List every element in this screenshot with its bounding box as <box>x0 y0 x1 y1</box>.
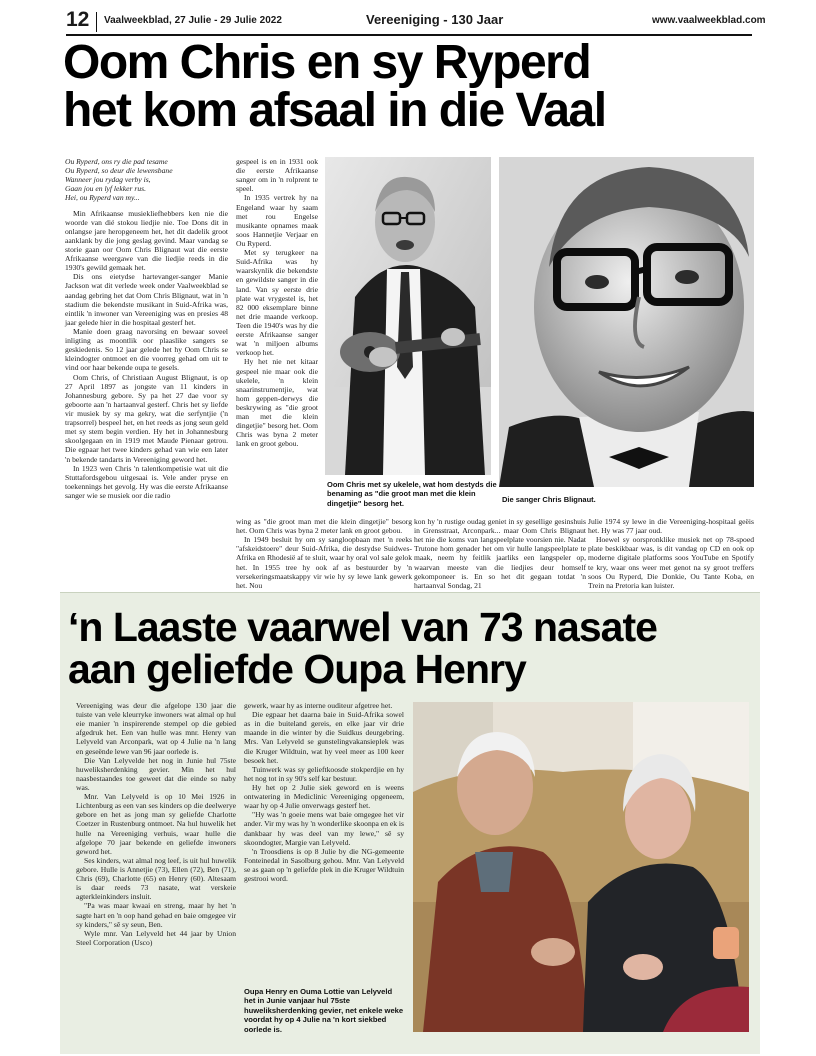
paragraph: Julie 1974 sy lewe in die Vereeniging-hospitaal geëis het. Hy was 77 jaar oud. <box>588 517 754 536</box>
article1-headline-line1: Oom Chris en sy Ryperd <box>63 36 591 89</box>
paragraph: Met sy terugkeer na Suid-Afrika was hy waarskynlik die bekendste en gewildste sanger in die land. Van sy eerste drie plate wat vrygestel is, het 82 000 eksemplare binne net drie maande verkoop. Teen die 1940's was hy die eerste Afrikaanse sanger wat 'n miljoen albums verkoop het. <box>236 248 318 358</box>
lyric-line: Ou Ryperd, ons ry die pad tesame <box>65 157 168 166</box>
website-link[interactable]: www.vaalweekblad.com <box>652 15 766 26</box>
paragraph: Manie doen graag navorsing en bewaar soveel inligting as moontlik oor plaaslike sangers se geskiedenis. So 12 jaar gelede het hy Oom Chris se kleindogter ontmoet en die voorreg gehad om uit te vind oor haar bekende oupa te gesels. <box>65 326 228 373</box>
article2-column-1 <box>76 701 236 947</box>
paragraph: Dis ons eietydse hartevanger-sanger Manie Jackson wat dit verlede week onder Vaalweekblad se aandag gebring het dat Oom Chris Blignaut, wat in 'n stadium die bekendste musikant in Suid-Afrika was, eintlik 'n inwoner van Vereeniging was en presies 48 jaar gelede hier in die hospitaal gesterf het. <box>65 272 228 327</box>
paragraph: In 1935 vertrek hy na Engeland waar hy saam met rou Engelse musikante opnames maak soos Hannetjie Verjaar en Ou Ryperd. <box>236 193 318 248</box>
paragraph: Wyle mnr. Van Lelyveld het 44 jaar by Union Steel Corporation (Usco) <box>76 928 236 947</box>
article2-headline-line1: ‘n Laaste vaarwel van 73 nasate <box>68 604 657 650</box>
lyric-line: Wanneer jou rydag verby is, <box>65 175 151 185</box>
paragraph: Vereeniging was deur die afgelope 130 jaar die tuiste van vele kleurryke inwoners wat almal op hul eie manier 'n inspirerende stempel op die gebied afgedruk het. Een van hulle was mnr. Henry van Lelyveld van Arconpark, wat op 4 Julie na 'n lang en geseënde lewe van 96 jaar oorlede is. <box>76 701 236 756</box>
lyric-line: Gaan jou en lyf lekker rus. <box>65 184 146 194</box>
article1-column-4 <box>414 517 586 590</box>
article1-column-5 <box>588 517 754 590</box>
song-lyrics <box>65 157 228 203</box>
paragraph: Hy het nie net kitaar gespeel nie maar ook die ukelele, 'n klein snaarinstrumentjie, wat hom geppen-derwys die beskrywing as "die groot man met die klein dingetjie" besorg het. Oom Chris was byna 2 meter lank en groot gebou. <box>236 357 318 449</box>
paragraph: "Pa was maar kwaai en streng, maar hy het 'n sagte hart en 'n oop hand gehad en baie omgegee vir sy kinders," sê sy seun, Ben. <box>76 901 236 929</box>
paragraph: Mnr. Van Lelyveld is op 10 Mei 1926 in Lichtenburg as een van ses kinders op die deelwerye gebore en het as jong man sy geliefde Charlotte Coetzer in Rustenburg ontmoet. Na hul huwelik het hulle na Vereeniging verhuis, waar hulle die afgelope 70 jaar bekende en geliefde inwoners geword het. <box>76 792 236 856</box>
paragraph: "Hy was 'n goeie mens wat baie omgegee het vir ander. Vir my was hy 'n wonderlike skoonpa en ek is dankbaar hy was deel van my lewe," sê sy skoondogter, Margie van Lelyveld. <box>244 810 404 847</box>
paragraph: In 1949 besluit hy om sy sangloopbaan met 'n reeks "afskeidstoere" deur Suid-Afrika, die destydse Suidwes-Afrika en Rhodesië af te sluit, waar hy oral vol sale gelok het. In 1955 tree hy ook af as bestuurder by 'n versekeringsmaatskappy vir wie hy sy lewe lank gewerk het. Nou <box>236 535 412 590</box>
paragraph: Hy het op 2 Julie siek geword en is weens ontwatering in Mediclinic Vereeniging opgeneem, waar hy op 4 Julie onverwags gesterf het. <box>244 782 404 811</box>
paragraph: In 1923 wen Chris 'n talentkompetisie wat uit die Stuttafordsgebou uitgesaai is. Vele ander pryse en toekennings het gevolg. Hy was die eerste Afrikaanse sanger wie se musiek oor die radio <box>65 463 228 500</box>
paragraph: Tuinwerk was sy gelieftkoosde stokperdjie en hy het nog tot in sy 90's self kar bestuur. <box>244 764 404 783</box>
paragraph: gespeel is en in 1931 ook die eerste Afrikaanse sanger om in 'n rolprent te speel. <box>236 157 318 194</box>
article2-headline-line2: aan geliefde Oupa Henry <box>68 645 526 692</box>
section-title: Vereeniging - 130 Jaar <box>366 12 504 27</box>
paragraph: Oom Chris, of Christiaan August Blignaut, is op 27 April 1897 as jongste van 11 kinders in Johannesburg gebore. Sy pa het 27 dae voor sy geboorte aan 'n hartaanval gesterf. Chris het sy liefde vir musiek by sy ma gekry, wat die serfyntjie ('n trapsorrel) bespeel het, en het reeds as jong seun geld met sy stem begin verdien. Hy het in Johannesburg skoolgegaan en in 1919 met Maude Pienaar getrou. Die egpaar het twee kinders gehad van wie een later 'n bekende tandarts in Vereeniging geword het. <box>65 372 228 464</box>
paragraph: Min Afrikaanse musiekliefhebbers ken nie die woorde van dié stokou liedjie nie. Toe Dons dit in onlangse jare heropgeneem het, het dit dadelik groot aanklank by die jong geslag gevind. Maar vandag se storie gaan oor Oom Chris Blignaut wat die eerste Afrikaanse weergawe van die liedjie reeds in die 1930's gewild gemaak het. <box>65 208 228 273</box>
photo-chris-portrait <box>499 157 754 487</box>
paragraph: Ses kinders, wat almal nog leef, is uit hul huwelik gebore. Hulle is Annetjie (73), Ellen (72), Ben (71), Chris (69), Charlotte (65) en Henry (60). Altesaam is daar reeds 73 nasate, wat verskeie agterkleinkinders insluit. <box>76 855 236 902</box>
paragraph: Die egpaar het daarna baie in Suid-Afrika sowel as in die buiteland gereis, en elke jaar vir drie maande in die winter by die Suidkus deurgebring. Mrs. Van Lelyveld se gunstelingvakansieplek was die Kruger Wildtuin, wat hy veel meer as 100 keer besoek het. <box>244 710 404 765</box>
article2-column-2 <box>244 701 404 883</box>
article1-column-1 <box>65 157 228 500</box>
photo-chris-ukulele <box>325 157 491 475</box>
paragraph: Die Van Lelyvelde het nog in Junie hul 75ste huweliksherdenking gevier. Min het hul naasbestaandes toe geweet dat die einde so naby was. <box>76 755 236 792</box>
lyric-line: Hei, ou Ryperd van my... <box>65 193 140 203</box>
lyric-line: Ou Ryperd, so deur die lewensbane <box>65 166 173 176</box>
article2-headline <box>68 604 758 692</box>
article1-column-3 <box>236 517 412 590</box>
caption-couple-photo: Oupa Henry en Ouma Lottie van Lelyveld het in Junie vanjaar hul 75ste huweliksherdenking gevier, net enkele weke voordat hy op 4 Julie na 'n kort siekbed oorlede is. <box>244 987 404 1034</box>
article1-body-1 <box>65 209 228 501</box>
paragraph: kon hy 'n rustige oudag geniet in sy gesellige gesinshuis in Grensstraat, Arconpark... maar Oom Chris Blignaut het nie die koms van langspeelplate voorsien nie. Nadat Trutone hom genader het om vir hulle langspeelplate te maak, neem hy feitlik jaarliks een langspeler op, waarvan meeste van die liedjies deur homself gekomponeer is. En so het dit gegaan totdat 'n hartaanval Sondag, 21 <box>414 517 586 590</box>
photo-oupa-henry-ouma-lottie <box>413 702 749 1032</box>
article1-headline <box>63 36 763 137</box>
caption-ukulele-photo: Oom Chris met sy ukelele, wat hom destyds die benaming as "die groot man met die klein dingetjie" besorg het. <box>327 480 497 508</box>
article1-headline-line2: het kom afsaal in die Vaal <box>63 84 606 137</box>
issue-date: Vaalweekblad, 27 Julie - 29 Julie 2022 <box>104 15 282 26</box>
paragraph: Hoewel sy oorspronklike musiek net op 78-spoed plate beskikbaar was, is dit vandag op CD en ook op moderne digitale platforms soos YouTube en Spotify te kry, waar ons weer met genot na sy groot treffers soos Ou Ryperd, Die Donkie, Ou Tante Koba, en Trein na Pretoria kan luister. <box>588 535 754 590</box>
page-number: 12 <box>66 8 90 31</box>
article1-column-2 <box>236 157 318 449</box>
paragraph: wing as "die groot man met die klein dingetjie" besorg het. Oom Chris was byna 2 meter lank en groot gebou. <box>236 517 412 536</box>
header-divider <box>96 12 97 32</box>
caption-portrait-photo: Die sanger Chris Blignaut. <box>502 495 596 504</box>
paragraph: gewerk, waar hy as interne ouditeur afgetree het. <box>244 701 393 710</box>
paragraph: 'n Troosdiens is op 8 Julie by die NG-gemeente Fonteinedal in Sasolburg gehou. Mnr. Van Lelyveld se as gaan op 'n geliefde plek in die Kruger Wildtuin gestrooi word. <box>244 846 404 884</box>
